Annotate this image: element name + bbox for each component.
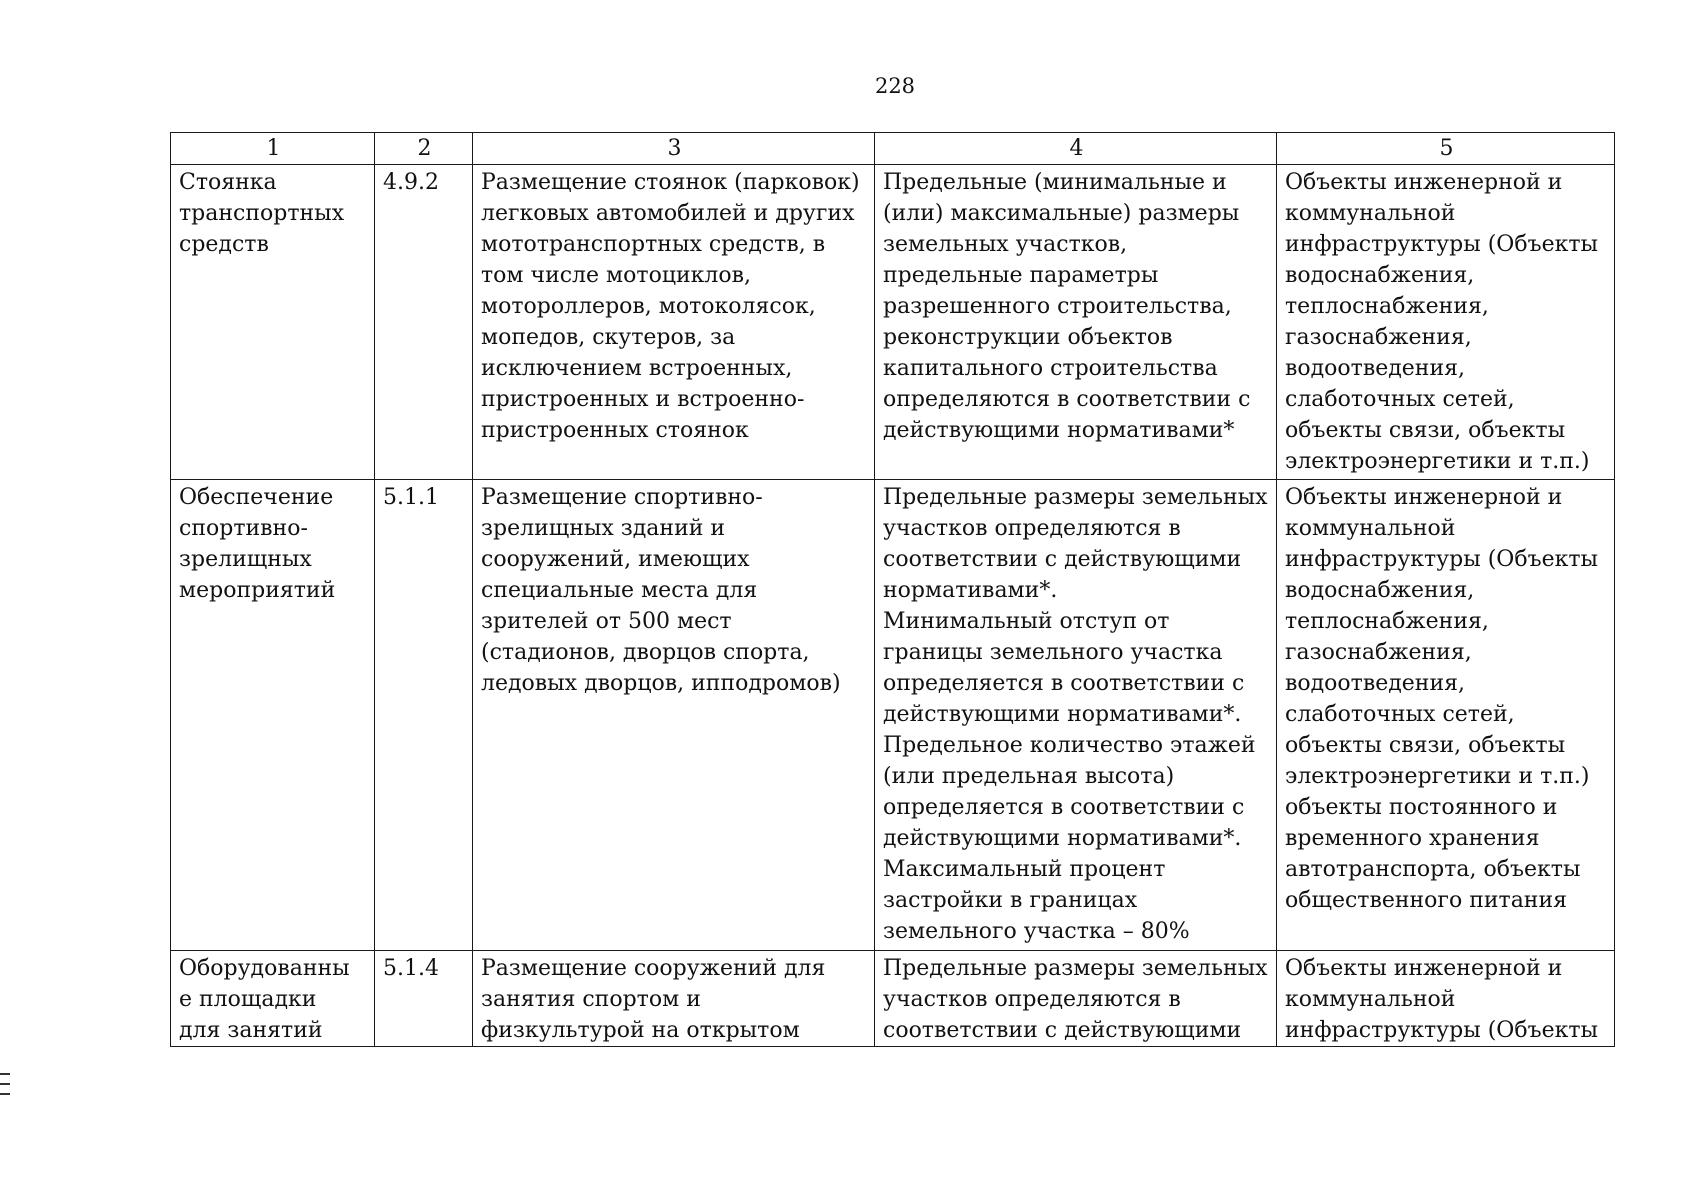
use-type-name xyxy=(171,165,375,480)
page-number: 228 xyxy=(874,74,916,98)
use-type-description xyxy=(473,480,875,951)
cell-text: 5.1.4 xyxy=(383,956,439,981)
cell-text: Объекты инженерной и коммунальной инфраструктуры (Объекты водоснабжения, теплоснабжения, газоснабжения, водоотведения, слаботочных сетей, объекты связи, объекты электроэнергетики и т.п.) xyxy=(1285,170,1599,474)
auxiliary-uses xyxy=(1277,951,1615,1047)
table-row xyxy=(171,165,1615,480)
cell-text: Обеспечение спортивно- зрелищных мероприятий xyxy=(179,485,336,603)
limit-parameters xyxy=(875,951,1277,1047)
cell-text: Предельные размеры земельных участков определяются в соответствии с действующими xyxy=(883,956,1268,1043)
limit-parameters xyxy=(875,165,1277,480)
margin-mark xyxy=(0,1083,10,1085)
cell-text: Размещение спортивно- зрелищных зданий и сооружений, имеющих специальные места для зрителей от 500 мест (стадионов, дворцов спорта, ледовых дворцов, ипподромов) xyxy=(481,485,841,696)
table-header-row xyxy=(171,133,1615,165)
limit-parameters xyxy=(875,480,1277,951)
cell-text: Объекты инженерной и коммунальной инфраструктуры (Объекты водоснабжения, теплоснабжения, газоснабжения, водоотведения, слаботочных сетей, объекты связи, объекты электроэнергетики и т.п.) объекты постоянного и временного хранения автотранспорта, объекты общественного питания xyxy=(1285,485,1599,913)
use-type-code xyxy=(375,480,473,951)
cell-text: Оборудованны е площадки для занятий xyxy=(179,956,350,1043)
auxiliary-uses xyxy=(1277,480,1615,951)
cell-text: Размещение стоянок (парковок) легковых автомобилей и других мототранспортных средств, в том числе мотоциклов, мотороллеров, мотоколясок, мопедов, скутеров, за исключением встроенных, пристроенных и встроенно- пристроенных стоянок xyxy=(481,170,860,443)
cell-text: Объекты инженерной и коммунальной инфраструктуры (Объекты xyxy=(1285,956,1599,1043)
column-header-4: 4 xyxy=(875,133,1277,165)
table-row xyxy=(171,480,1615,951)
margin-mark xyxy=(0,1073,10,1075)
table-row xyxy=(171,951,1615,1047)
use-type-description xyxy=(473,951,875,1047)
cell-text: 5.1.1 xyxy=(383,485,439,510)
column-header-1: 1 xyxy=(171,133,375,165)
use-type-description xyxy=(473,165,875,480)
regulations-table xyxy=(170,132,1615,1047)
cell-text: Размещение сооружений для занятия спортом и физкультурой на открытом xyxy=(481,956,826,1043)
cell-text: Предельные (минимальные и (или) максимальные) размеры земельных участков, предельные параметры разрешенного строительства, реконструкции объектов капитального строительства определяются в соответствии с действующими нормативами* xyxy=(883,170,1251,443)
cell-text: Предельные размеры земельных участков определяются в соответствии с действующими нормативами*. Минимальный отступ от границы земельного участка определяется в соответствии с действующими нормативами*. Предельное количество этажей (или предельная высота) определяется в соответствии с действующими нормативами*. Максимальный процент застройки в границах земельного участка – 80% xyxy=(883,485,1268,944)
use-type-code xyxy=(375,951,473,1047)
auxiliary-uses xyxy=(1277,165,1615,480)
column-header-3: 3 xyxy=(473,133,875,165)
cell-text: 4.9.2 xyxy=(383,170,439,195)
use-type-name xyxy=(171,951,375,1047)
margin-mark xyxy=(0,1093,10,1095)
use-type-name xyxy=(171,480,375,951)
use-type-code xyxy=(375,165,473,480)
column-header-5: 5 xyxy=(1277,133,1615,165)
cell-text: Стоянка транспортных средств xyxy=(179,170,345,257)
column-header-2: 2 xyxy=(375,133,473,165)
